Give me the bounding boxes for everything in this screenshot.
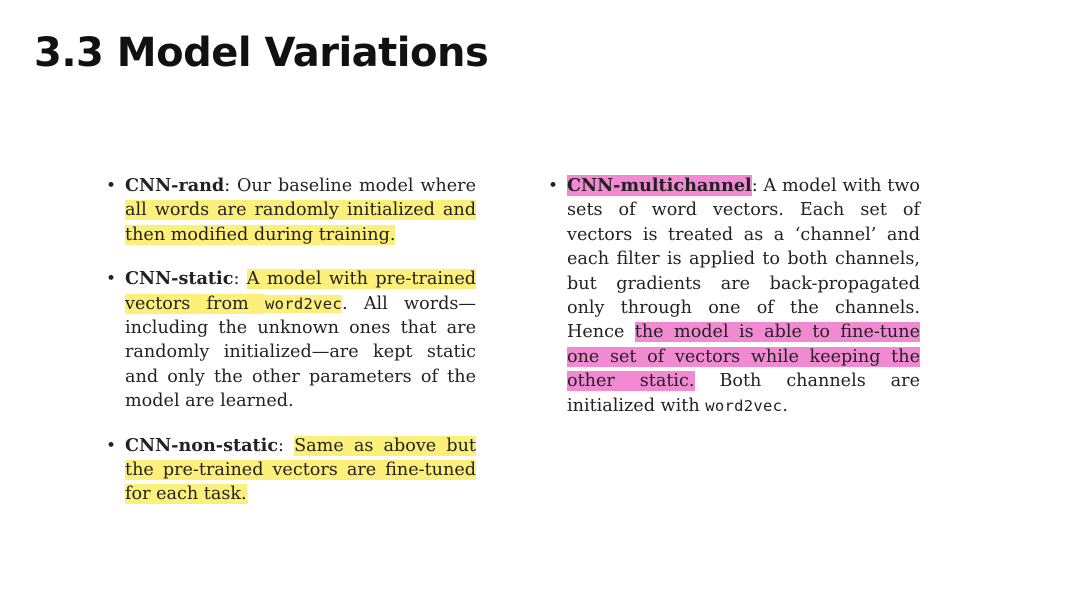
right-column bbox=[548, 174, 920, 438]
description-text: Our baseline model where bbox=[236, 176, 476, 196]
bullet-icon: • bbox=[106, 435, 117, 456]
code-word2vec: word2vec bbox=[264, 294, 343, 313]
term-separator: : bbox=[233, 269, 247, 290]
term-separator: : bbox=[751, 176, 764, 196]
term-label: CNN-static bbox=[125, 268, 234, 290]
description-text-after: Both channels are initialized with bbox=[567, 371, 920, 416]
highlighted-text: the model is able to fine-tune one set of vectors while keeping the other static. bbox=[567, 322, 920, 392]
left-column bbox=[106, 174, 476, 527]
term-label: CNN-multichannel bbox=[567, 175, 752, 196]
term-separator: : bbox=[224, 176, 237, 196]
term-label: CNN-non-static bbox=[125, 434, 279, 456]
description-text: . All words—including the unknown ones that are randomly initialized—are kept static and only the other parameters of the model are learned. bbox=[125, 293, 476, 412]
code-word2vec: word2vec bbox=[705, 396, 783, 415]
term-label: CNN-rand bbox=[125, 175, 225, 196]
highlighted-text: A model with pre-trained vectors from bbox=[125, 269, 476, 314]
list-item-cnn-non-static bbox=[106, 434, 476, 507]
description-text: A model with two sets of word vectors. Each set of vectors is treated as a ‘channel’ and each filter is applied to both channels, but gradients are back-propagated only through one of the channels. Hence bbox=[567, 176, 920, 343]
list-item-cnn-multichannel bbox=[548, 174, 920, 418]
list-item-cnn-rand bbox=[106, 174, 476, 247]
term-separator: : bbox=[278, 435, 295, 456]
bullet-icon: • bbox=[106, 176, 117, 196]
slide-title: 3.3 Model Variations bbox=[34, 30, 489, 76]
list-item-cnn-static bbox=[106, 267, 476, 413]
sentence-end: . bbox=[782, 395, 788, 416]
bullet-icon: • bbox=[548, 176, 559, 196]
bullet-icon: • bbox=[106, 269, 117, 290]
highlighted-text: all words are randomly initialized and then modified during training. bbox=[125, 200, 476, 245]
highlighted-text: Same as above but the pre-trained vectors are fine-tuned for each task. bbox=[125, 435, 476, 505]
